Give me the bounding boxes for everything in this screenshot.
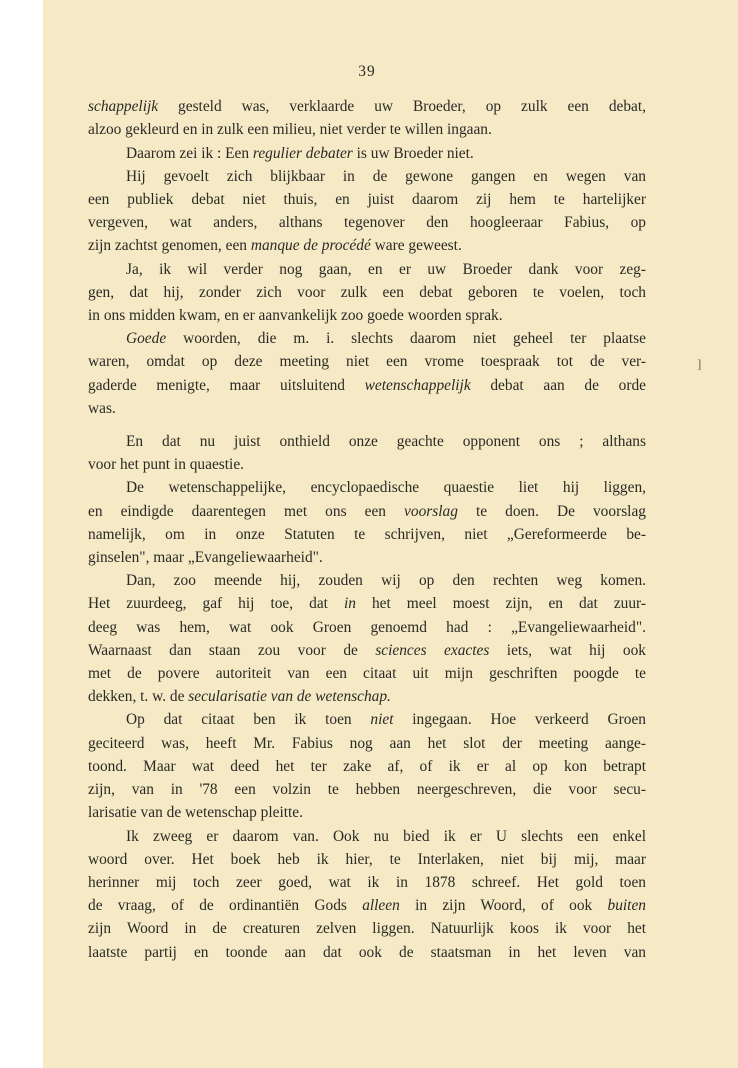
text-line: namelijk, om in onze Statuten te schrijven, niet „Gereformeerde be-	[88, 525, 646, 543]
text-line: En dat nu juist onthield onze geachte opponent ons ; althans	[126, 433, 646, 451]
text-line: Goede woorden, die m. i. slechts daarom niet geheel ter plaatse	[126, 330, 646, 348]
paragraph-3	[88, 165, 646, 258]
text-line: deeg was hem, wat ook Groen genoemd had : „Evangeliewaarheid".	[88, 618, 646, 636]
text-line: Ik zweeg er daarom van. Ook nu bied ik er U slechts een enkel	[126, 827, 646, 845]
text-line: gaderde menigte, maar uitsluitend wetenschappelijk debat aan de orde	[88, 376, 646, 394]
text-line: Waarnaast dan staan zou voor de sciences exactes iets, wat hij ook	[88, 641, 646, 659]
text-line: zijn, van in '78 een volzin te hebben neergeschreven, die voor secu-	[88, 781, 646, 799]
text-line: Hij gevoelt zich blijkbaar in de gewone gangen en wegen van	[126, 167, 646, 185]
paragraph-8	[88, 569, 646, 708]
page-number: 39	[358, 63, 376, 80]
paragraph-6	[88, 430, 646, 476]
text-line: zijn zachtst genomen, een manque de procédé ware geweest.	[88, 237, 462, 255]
paragraph-2	[88, 142, 646, 165]
text-line: De wetenschappelijke, encyclopaedische quaestie liet hij liggen,	[126, 479, 646, 497]
text-line: woord over. Het boek heb ik hier, te Interlaken, niet bij mij, maar	[88, 850, 646, 868]
text-line: met de povere autoriteit van een citaat uit mijn geschriften poogde te	[88, 665, 646, 683]
paragraph-4	[88, 258, 646, 328]
text-line: vergeven, wat anders, althans tegenover den hoogleeraar Fabius, op	[88, 214, 646, 232]
text-line: toond. Maar wat deed het ter zake af, of ik er al op kon betrapt	[88, 757, 646, 775]
text-line: waren, omdat op deze meeting niet een vrome toespraak tot de ver-	[88, 353, 646, 371]
text-line: Op dat citaat ben ik toen niet ingegaan. Hoe verkeerd Groen	[126, 711, 646, 729]
paragraph-10	[88, 825, 646, 964]
text-line: gen, dat hij, zonder zich voor zulk een debat geboren te voelen, toch	[88, 283, 646, 301]
text-line: een publiek debat niet thuis, en juist daarom zij hem te hartelijker	[88, 191, 646, 209]
text-line: ginselen", maar „Evangeliewaarheid".	[88, 549, 323, 567]
text-line: en eindigde daarentegen met ons een voorslag te doen. De voorslag	[88, 502, 646, 520]
text-line: herinner mij toch zeer goed, wat ik in 1878 schreef. Het gold toen	[88, 873, 646, 891]
page-text	[88, 60, 646, 964]
text-line: Dan, zoo meende hij, zouden wij op den rechten weg komen.	[126, 572, 646, 590]
paragraph-1	[88, 95, 646, 141]
text-line: zijn Woord in de creaturen zelven liggen. Natuurlijk koos ik voor het	[88, 920, 646, 938]
text-line: Het zuurdeeg, gaf hij toe, dat in het meel moest zijn, en dat zuur-	[88, 595, 646, 613]
paragraph-7	[88, 476, 646, 569]
text-line: larisatie van de wetenschap pleitte.	[88, 804, 303, 822]
text-line: schappelijk gesteld was, verklaarde uw Broeder, op zulk een debat,	[88, 98, 646, 116]
text-line: geciteerd was, heeft Mr. Fabius nog aan het slot der meeting aange-	[88, 734, 646, 752]
text-line: dekken, t. w. de secularisatie van de wetenschap.	[88, 688, 391, 706]
paragraph-9	[88, 708, 646, 824]
text-line: alzoo gekleurd en in zulk een milieu, niet verder te willen ingaan.	[88, 121, 492, 139]
text-line: in ons midden kwam, en er aanvankelijk zoo goede woorden sprak.	[88, 307, 503, 325]
text-line: laatste partij en toonde aan dat ook de staatsman in het leven van	[88, 943, 646, 961]
text-line: was.	[88, 399, 116, 417]
text-line: voor het punt in quaestie.	[88, 456, 245, 474]
paragraph-5	[88, 327, 646, 420]
text-line: Ja, ik wil verder nog gaan, en er uw Broeder dank voor zeg-	[126, 260, 646, 278]
margin-bracket-mark: ]	[697, 356, 702, 371]
text-line: Daarom zei ik : Een regulier debater is uw Broeder niet.	[126, 144, 474, 162]
text-line: de vraag, of de ordinantiën Gods alleen in zijn Woord, of ook buiten	[88, 897, 646, 915]
